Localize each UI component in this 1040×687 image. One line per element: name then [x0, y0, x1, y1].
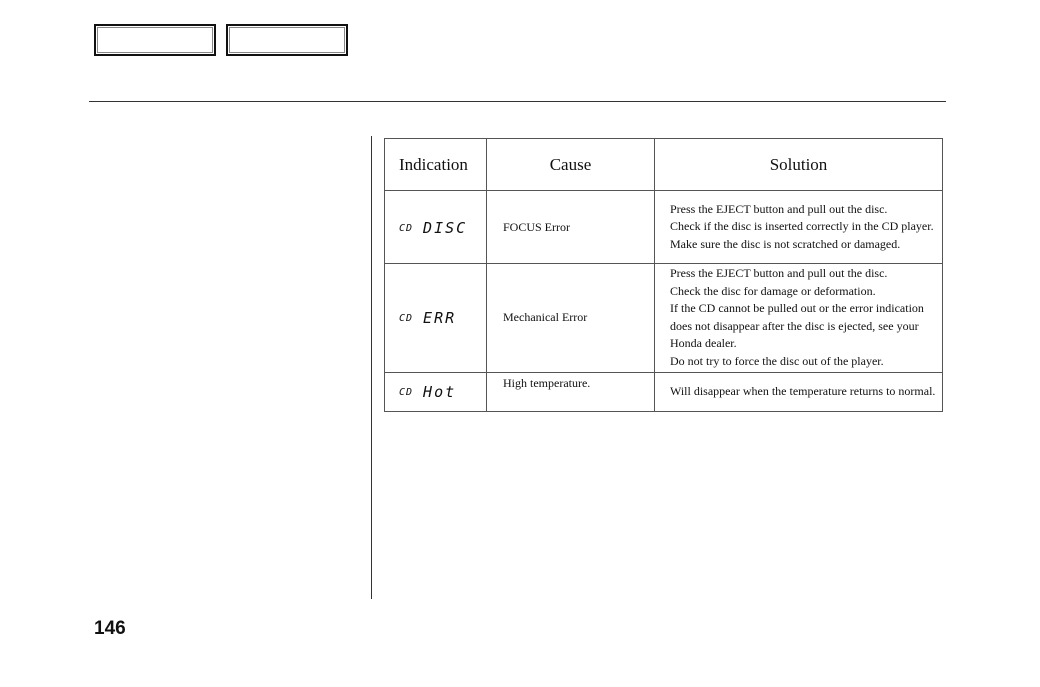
header-cause: Cause	[487, 139, 655, 191]
solution-line: Will disappear when the temperature returns to normal.	[670, 383, 936, 398]
page-number: 146	[94, 618, 126, 639]
solution-line: Check if the disc is inserted correctly in the CD player.	[670, 219, 934, 234]
solution-line: Press the EJECT button and pull out the disc.	[670, 201, 888, 216]
table-header-row	[385, 139, 943, 191]
table-row	[385, 191, 943, 264]
solution-line: Check the disc for damage or deformation.	[670, 283, 876, 298]
solution-line: Make sure the disc is not scratched or damaged.	[670, 236, 901, 251]
header-divider	[89, 101, 946, 102]
indication-cell	[385, 191, 487, 264]
cause-cell: Mechanical Error	[487, 264, 655, 373]
solution-cell	[655, 372, 943, 411]
header-solution: Solution	[655, 139, 943, 191]
indication-code: Hot	[423, 383, 457, 402]
solution-line: Press the EJECT button and pull out the disc.	[670, 266, 888, 280]
indication-prefix: CD	[399, 313, 414, 325]
indication-prefix: CD	[399, 222, 414, 234]
indication-code: ERR	[423, 309, 457, 328]
troubleshooting-table	[384, 138, 943, 412]
solution-cell	[655, 191, 943, 264]
column-divider	[371, 136, 372, 599]
table-row	[385, 264, 943, 373]
indication-code: DISC	[423, 218, 468, 237]
table-row	[385, 372, 943, 411]
solution-line: Do not try to force the disc out of the player.	[670, 353, 884, 368]
solution-cell	[655, 264, 943, 373]
nav-button-next[interactable]	[226, 24, 348, 56]
solution-line: If the CD cannot be pulled out or the error indication does not disappear after the disc is ejected, see your Honda dealer.	[670, 301, 924, 351]
header-indication: Indication	[385, 139, 487, 191]
indication-cell	[385, 264, 487, 373]
indication-cell	[385, 372, 487, 411]
nav-button-previous[interactable]	[94, 24, 216, 56]
cause-cell: High temperature.	[487, 372, 655, 411]
indication-prefix: CD	[399, 387, 414, 399]
cause-cell: FOCUS Error	[487, 191, 655, 264]
